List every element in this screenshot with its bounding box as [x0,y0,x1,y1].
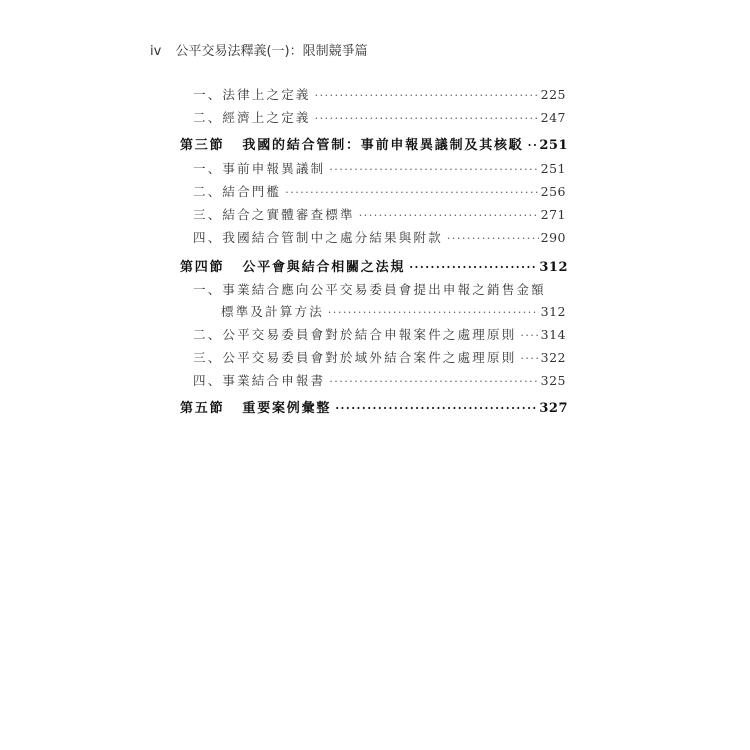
toc-section[interactable] [180,134,568,153]
toc-section[interactable] [180,256,568,275]
toc-entry[interactable] [193,108,566,126]
toc-entry-page: 325 [540,373,566,388]
dot-leader [447,232,539,245]
toc-entry[interactable] [193,348,566,366]
toc-entry[interactable] [193,205,566,223]
dot-leader [315,89,539,102]
section-number: 第五節 [180,401,225,416]
page-number: iv [150,44,162,59]
toc-entry-page: 271 [540,207,566,222]
toc-entry-page: 256 [540,184,566,199]
toc-entry-title: 一、事前申報異議制 [193,161,326,176]
dot-leader [329,375,538,388]
dot-leader [329,163,538,176]
toc-entry-title: 標準及計算方法 [221,304,324,319]
toc-entry-title: 二、經濟上之定義 [193,110,311,125]
toc-entry-title: 四、事業結合申報書 [193,373,326,388]
toc-section[interactable] [180,397,568,416]
running-header [150,40,368,59]
toc-entry-title: 四、我國結合管制中之處分結果與附款 [193,230,443,245]
toc-entry[interactable] [193,280,566,298]
toc-entry-page: 251 [540,161,566,176]
toc-entry[interactable] [193,159,566,177]
toc-entry-title: 三、公平交易委員會對於域外結合案件之處理原則 [193,350,517,365]
dot-leader [328,306,539,319]
toc-entry-continuation[interactable] [221,302,566,320]
section-title: 重要案例彙整 [242,401,332,416]
section-title: 公平會與結合相關之法規 [242,260,406,275]
section-number: 第四節 [180,260,225,275]
book-title: 公平交易法釋義(一)：限制競爭篇 [175,44,368,59]
toc-entry[interactable] [193,228,566,246]
toc-entry[interactable] [193,325,566,343]
toc-entry-title: 二、公平交易委員會對於結合申報案件之處理原則 [193,327,517,342]
section-title: 我國的結合管制：事前申報異議制及其核駁 [242,138,524,153]
section-page: 312 [539,260,568,275]
toc-entry[interactable] [193,85,566,103]
dot-leader [359,209,539,222]
toc-entry-title: 二、結合門檻 [193,184,282,199]
toc-entry-page: 312 [540,304,566,319]
section-page: 251 [539,138,568,153]
toc-entry-title: 一、法律上之定義 [193,87,311,102]
toc-entry-title: 三、結合之實體審查標準 [193,207,355,222]
toc-entry-page: 290 [540,230,566,245]
toc-entry[interactable] [193,371,566,389]
dot-leader [520,352,538,365]
dot-leader [315,112,539,125]
dot-leader [520,329,538,342]
toc-entry-page: 225 [540,87,566,102]
dot-leader [285,186,538,199]
toc-entry[interactable] [193,182,566,200]
toc-entry-page: 247 [540,110,566,125]
dot-leader [409,261,537,274]
toc-entry-page: 322 [540,350,566,365]
section-page: 327 [539,401,568,416]
dot-leader [335,402,537,415]
section-number: 第三節 [180,138,225,153]
toc-entry-title: 一、事業結合應向公平交易委員會提出申報之銷售金額 [193,282,546,297]
toc-entry-page: 314 [540,327,566,342]
dot-leader [528,139,538,152]
